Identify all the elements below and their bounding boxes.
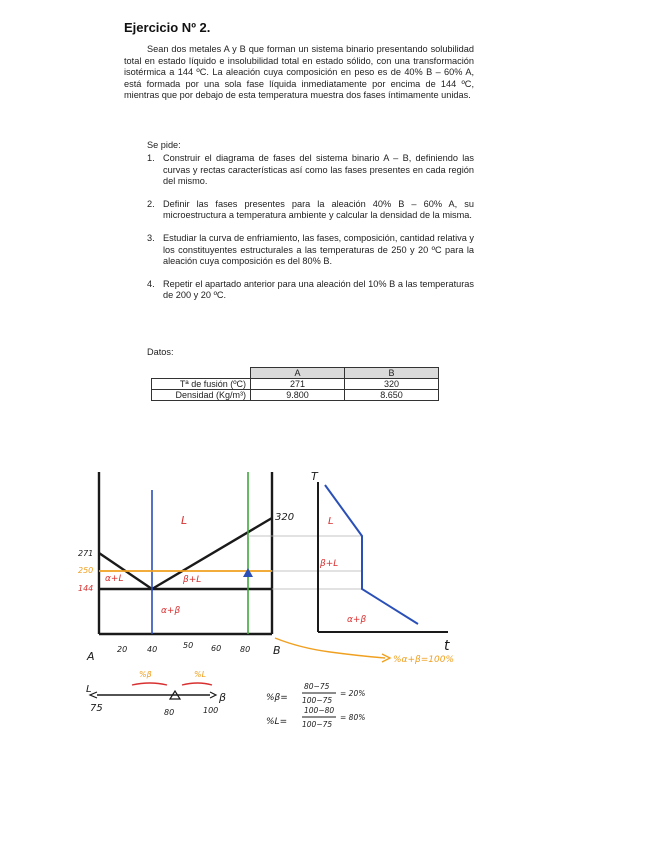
region-beta-liquid: β+L: [183, 575, 202, 585]
task-text: Definir las fases presentes para la aleación 40% B – 60% A, su microestructura a temperatura ambiente y calcular la densidad de la misma.: [163, 198, 474, 221]
task-text: Repetir el apartado anterior para una aleación del 10% B a las temperaturas de 200 y 20 ºC.: [163, 278, 474, 301]
calc-liquid-result: = 80%: [340, 713, 366, 722]
region-liquid: L: [181, 514, 188, 527]
task-text: Estudiar la curva de enfriamiento, las fases, composición, cantidad relativa y los constituyentes estructurales a las temperaturas de 250 y 20 ºC para la aleación cuya composición es del 80% B.: [163, 232, 474, 267]
cooling-region-beta-liquid: β+L: [320, 559, 339, 569]
calc-beta-numerator: 80−75: [304, 682, 330, 691]
cooling-x-label: t: [444, 638, 450, 654]
intro-paragraph: Sean dos metales A y B que forman un sistema binario presentando solubilidad total en estado líquido e insolubilidad total en estado sólido, con una transformación isotérmica a 144 ºC. La aleación cuya composición en peso es de 40% B – 60% A, está formada por una sola fase líquida inmediatamente por encima de 144 ºC, mientras que por debajo de esta temperatura muestra dos fases íntimamente unidas.: [124, 44, 474, 101]
connector-curve: [275, 638, 385, 658]
task-number: 4.: [147, 278, 155, 289]
x-tick: 80: [240, 645, 251, 654]
arrow-icon: [210, 692, 216, 698]
column-header-a: A: [251, 368, 345, 379]
x-tick: 20: [117, 645, 128, 654]
cooling-y-label: T: [311, 470, 318, 483]
row-label: Densidad (Kg/m³): [152, 390, 251, 401]
lever-point: 100: [203, 706, 219, 715]
calc-beta-result: = 20%: [340, 689, 366, 698]
lever-labels: [86, 670, 226, 717]
cooling-region-liquid: L: [328, 516, 334, 527]
exercise-title: Ejercicio Nº 2.: [124, 20, 211, 35]
temp-label-144: 144: [78, 584, 94, 593]
cooling-note: %α+β=100%: [393, 655, 455, 665]
task-number: 2.: [147, 198, 155, 209]
region-labels: [105, 514, 201, 616]
datos-label: Datos:: [147, 347, 174, 357]
lever-rule: [86, 670, 226, 717]
lever-left-phase: L: [86, 684, 92, 695]
x-tick: 40: [147, 645, 158, 654]
column-header-b: B: [345, 368, 439, 379]
calc-liquid-denominator: 100−75: [302, 720, 333, 729]
cooling-labels: [311, 470, 454, 665]
phase-diagram: [99, 472, 272, 634]
calc-liquid-numerator: 100−80: [304, 706, 335, 715]
table-cell: 320: [345, 379, 439, 390]
calc-beta-denominator: 100−75: [302, 696, 333, 705]
brace-beta: [132, 683, 167, 685]
table-cell: 271: [251, 379, 345, 390]
lever-point: 80: [164, 708, 175, 717]
projection-lines: [248, 536, 362, 589]
end-label-a: A: [87, 650, 95, 663]
se-pide-label: Se pide:: [147, 140, 181, 150]
diagram-labels: [78, 512, 294, 663]
arrow-icon: [243, 568, 253, 577]
calc-beta-label: %β=: [266, 693, 288, 703]
lever-right-phase: β: [219, 691, 227, 704]
end-label-b: B: [273, 644, 281, 657]
temp-label-271: 271: [78, 549, 94, 558]
x-tick: 50: [183, 641, 194, 650]
cooling-curve-line: [325, 485, 418, 624]
x-tick: 60: [211, 644, 222, 653]
temp-label-320: 320: [275, 512, 295, 523]
row-label: Tª de fusión (ºC): [152, 379, 251, 390]
brace-liquid: [182, 683, 212, 685]
calc-liquid-label: %L=: [266, 717, 288, 727]
table-cell: 8.650: [345, 390, 439, 401]
table-cell: 9.800: [251, 390, 345, 401]
task-number: 1.: [147, 153, 155, 163]
lever-point: 75: [90, 703, 103, 714]
calculations: [266, 682, 365, 729]
cooling-region-alpha-beta: α+β: [347, 615, 367, 625]
temp-label-250: 250: [78, 566, 94, 575]
cooling-curve-chart: [311, 470, 454, 665]
task-text: Construir el diagrama de fases del sistema binario A – B, definiendo las curvas y rectas características así como las fases presentes en cada región del mismo.: [163, 153, 474, 187]
task-number: 3.: [147, 232, 155, 243]
lever-pct-beta: %β: [139, 670, 152, 679]
lever-pct-liquid: %L: [194, 670, 207, 679]
region-alpha-beta: α+β: [161, 606, 181, 616]
region-alpha-liquid: α+L: [105, 574, 124, 584]
